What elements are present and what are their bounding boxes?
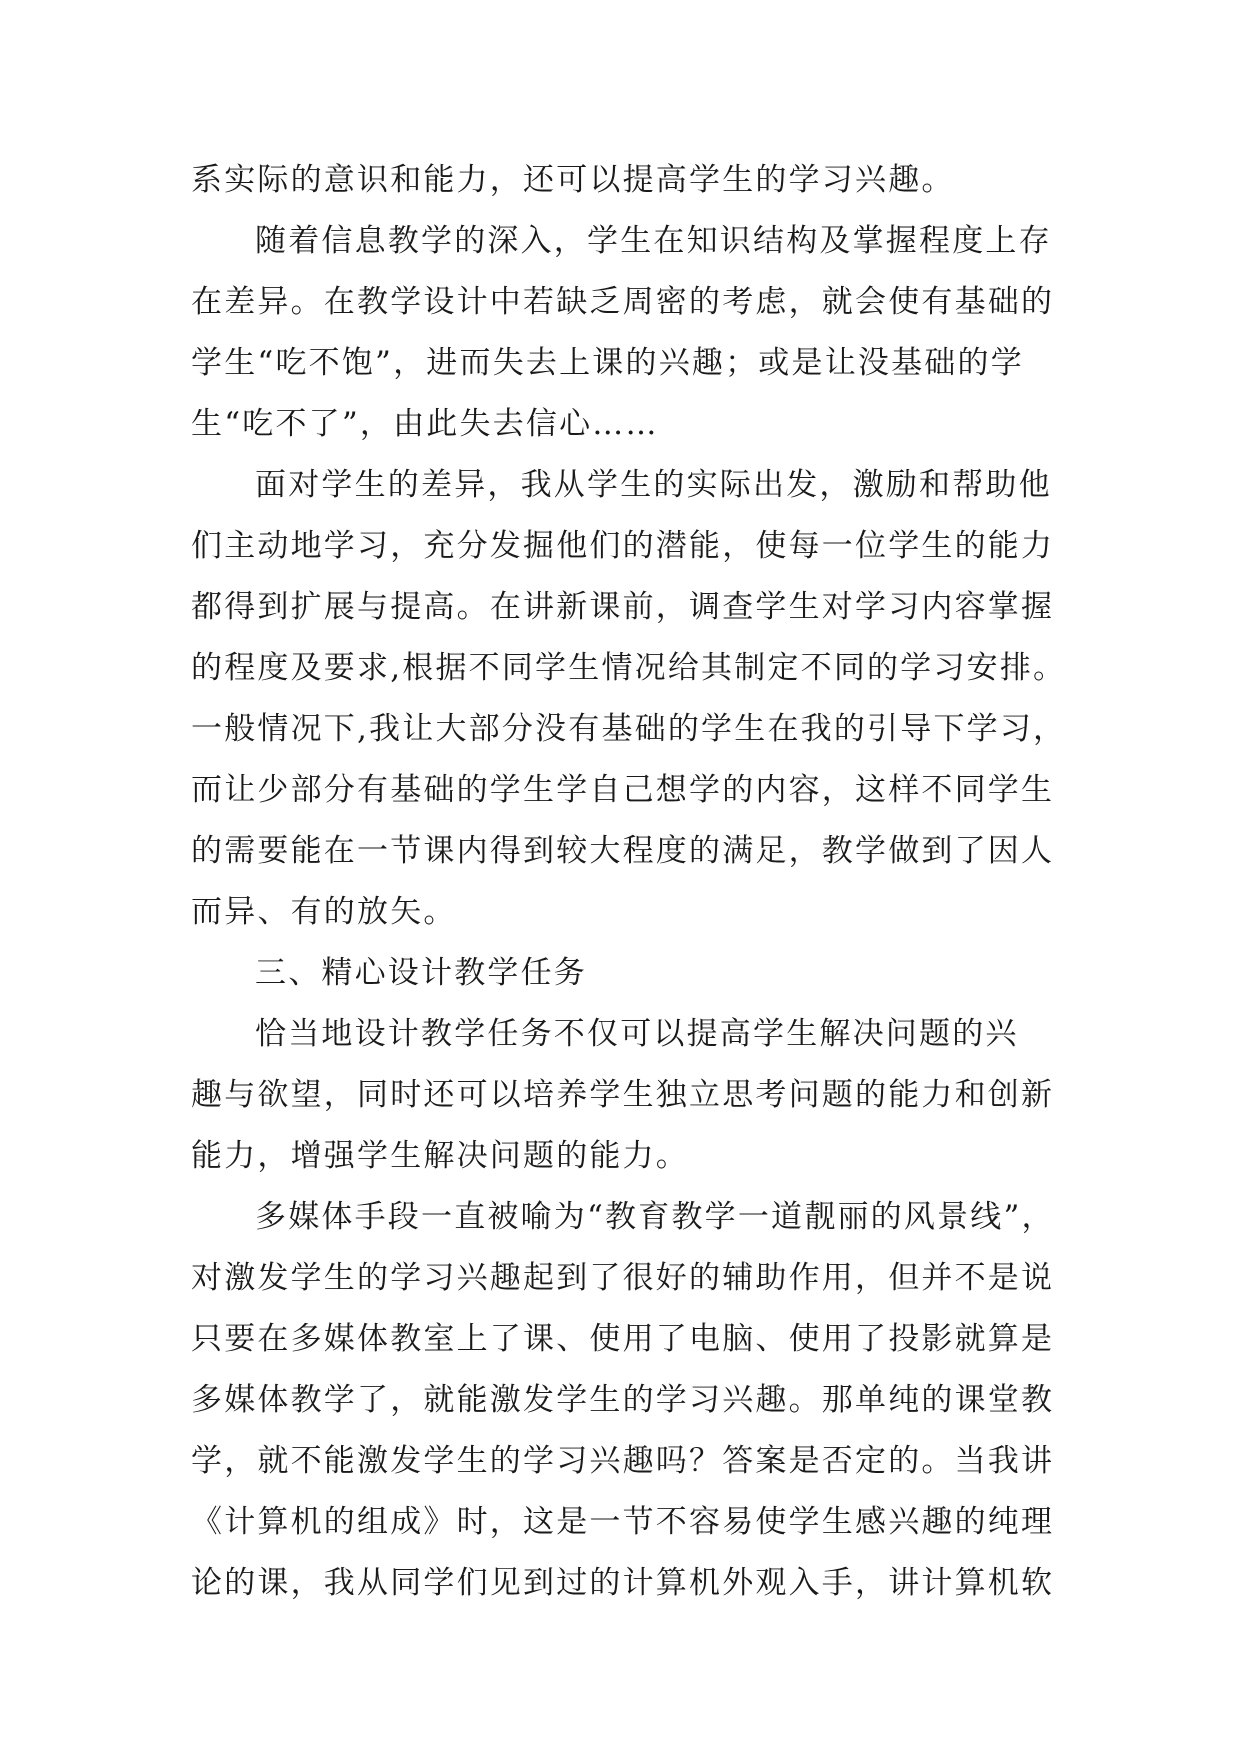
text-line: 论的课，我从同学们见到过的计算机外观入手，讲计算机软 — [191, 1565, 1055, 1601]
text-line: 趣与欲望，同时还可以培养学生独立思考问题的能力和创新 — [191, 1077, 1055, 1113]
text-line: 对激发学生的学习兴趣起到了很好的辅助作用，但并不是说 — [191, 1260, 1055, 1296]
text-line: 能力，增强学生解决问题的能力。 — [191, 1138, 689, 1174]
text-line: 在差异。在教学设计中若缺乏周密的考虑，就会使有基础的 — [191, 284, 1055, 320]
text-line: 生“吃不了”，由此失去信心…… — [191, 406, 659, 442]
text-line: 都得到扩展与提高。在讲新课前，调查学生对学习内容掌握 — [191, 589, 1055, 625]
text-line: 随着信息教学的深入，学生在知识结构及掌握程度上存 — [255, 223, 1052, 259]
text-line: 只要在多媒体教室上了课、使用了电脑、使用了投影就算是 — [191, 1321, 1055, 1357]
text-line: 学，就不能激发学生的学习兴趣吗？答案是否定的。当我讲 — [191, 1443, 1055, 1479]
text-line: 而让少部分有基础的学生学自己想学的内容，这样不同学生 — [191, 772, 1055, 808]
text-line: 而异、有的放矢。 — [191, 894, 457, 930]
text-line: 们主动地学习，充分发掘他们的潜能，使每一位学生的能力 — [191, 528, 1055, 564]
text-line: 系实际的意识和能力，还可以提高学生的学习兴趣。 — [191, 162, 955, 198]
text-line: 多媒体手段一直被喻为“教育教学一道靓丽的风景线”， — [255, 1199, 1055, 1235]
text-line: 《计算机的组成》时，这是一节不容易使学生感兴趣的纯理 — [191, 1504, 1055, 1540]
text-line: 三、精心设计教学任务 — [255, 955, 587, 991]
text-line: 多媒体教学了，就能激发学生的学习兴趣。那单纯的课堂教 — [191, 1382, 1055, 1418]
text-line: 的程度及要求,根据不同学生情况给其制定不同的学习安排。 — [191, 650, 1067, 686]
text-line: 恰当地设计教学任务不仅可以提高学生解决问题的兴 — [255, 1016, 1019, 1052]
text-line: 学生“吃不饱”，进而失去上课的兴趣；或是让没基础的学 — [191, 345, 1024, 381]
text-line: 的需要能在一节课内得到较大程度的满足，教学做到了因人 — [191, 833, 1055, 869]
body-text — [191, 150, 1067, 1614]
text-line: 面对学生的差异，我从学生的实际出发，激励和帮助他 — [255, 467, 1052, 503]
text-line: 一般情况下,我让大部分没有基础的学生在我的引导下学习， — [191, 711, 1067, 747]
